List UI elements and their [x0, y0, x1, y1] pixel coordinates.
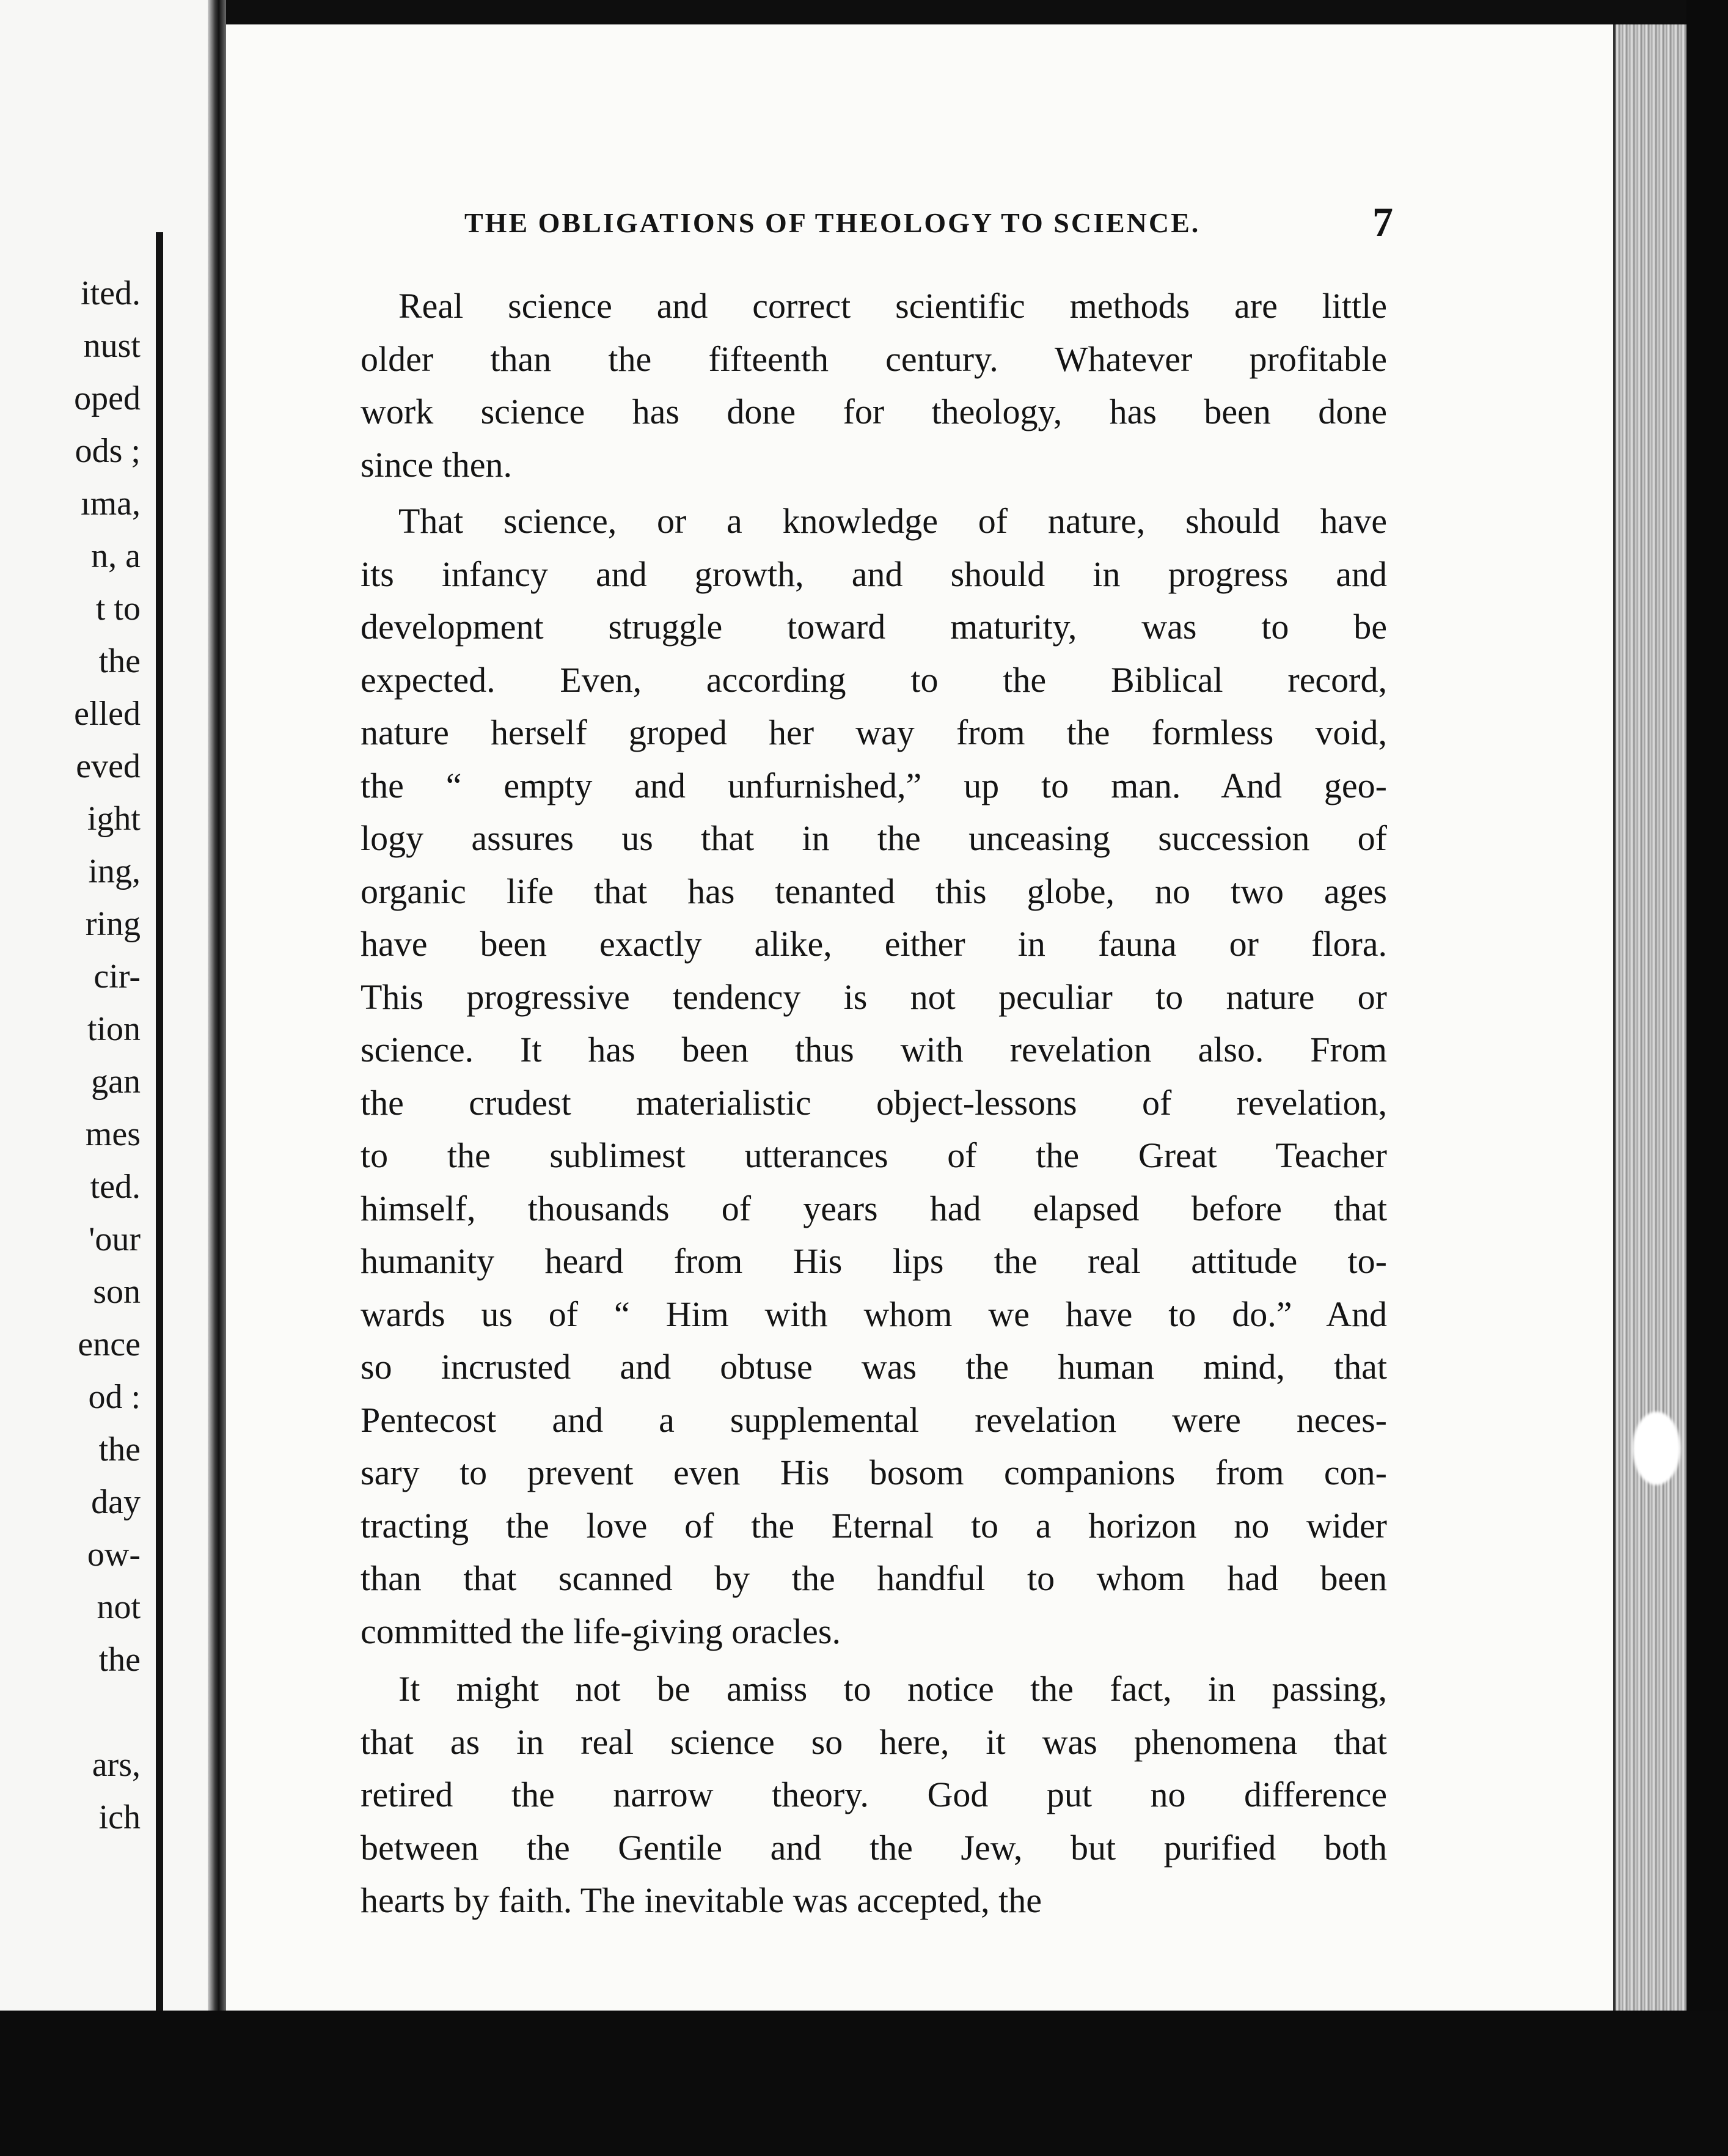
left-page-fragment: ods ;: [75, 432, 141, 470]
running-head-title: THE OBLIGATIONS OF THEOLOGY TO SCIENCE.: [464, 207, 1201, 238]
text-line: Pentecost and a supplemental revelation were neces-: [361, 1399, 1387, 1440]
text-line: That science, or a knowledge of nature, should have: [398, 501, 1387, 541]
left-page-fragment: ich: [98, 1799, 141, 1836]
text-line: logy assures us that in the unceasing succession of: [361, 818, 1387, 858]
left-page-fragment: oped: [74, 380, 141, 417]
text-line: since then.: [361, 444, 513, 485]
page-edges: [1613, 24, 1689, 2053]
paragraph: [361, 495, 1387, 1658]
text-line: between the Gentile and the Jew, but purified both: [361, 1827, 1387, 1868]
left-page-fragment: son: [93, 1273, 141, 1311]
text-line: humanity heard from His lips the real attitude to-: [361, 1241, 1387, 1281]
text-line: to the sublimest utterances of the Great Teacher: [361, 1135, 1387, 1175]
scan-border-bottom: [0, 2011, 1728, 2156]
left-page-fragment: ing,: [88, 853, 141, 890]
text-line: sary to prevent even His bosom companions from con-: [361, 1453, 1387, 1492]
left-page-fragment: ight: [87, 800, 141, 838]
left-page-fragment: ars,: [92, 1746, 141, 1784]
left-page-fragment: eved: [76, 747, 141, 785]
left-page-fragment: elled: [74, 695, 141, 733]
paper-spot: [1633, 1412, 1680, 1485]
left-page-fragment: cir-: [93, 958, 141, 996]
left-page-fragment: tion: [87, 1010, 141, 1048]
paragraph: [361, 1663, 1387, 1927]
text-line: organic life that has tenanted this globe, no two ages: [361, 871, 1387, 911]
running-head: [464, 194, 1393, 249]
left-page-fragment: ence: [78, 1326, 141, 1363]
gutter-shadow: [156, 232, 163, 2023]
text-line: This progressive tendency is not peculiar to nature or: [361, 977, 1387, 1017]
left-page-fragment: od :: [88, 1378, 141, 1416]
text-line: Real science and correct scientific methods are little: [398, 286, 1387, 326]
text-line: wards us of “ Him with whom we have to do.” And: [361, 1294, 1387, 1334]
left-page-fragment: mes: [85, 1115, 141, 1153]
body-text: [361, 280, 1387, 1927]
left-page-fragment: ring: [85, 905, 141, 943]
text-line: than that scanned by the handful to whom had been: [361, 1558, 1387, 1598]
left-page-edge: [0, 0, 208, 2011]
left-page-fragment: n, a: [91, 537, 141, 575]
left-page-fragment: t to: [95, 590, 141, 628]
left-page-fragment: nust: [83, 327, 141, 365]
text-line: development struggle toward maturity, was to be: [361, 607, 1387, 647]
text-line: hearts by faith. The inevitable was accepted, the: [361, 1880, 1042, 1920]
left-page-fragment: the: [98, 1431, 141, 1469]
text-line: committed the life-giving oracles.: [361, 1611, 841, 1651]
left-page-fragment: day: [91, 1483, 141, 1521]
text-line: so incrusted and obtuse was the human mind, that: [361, 1347, 1387, 1387]
text-line: science. It has been thus with revelation also. From: [361, 1030, 1387, 1069]
left-page-fragment: the: [98, 1641, 141, 1679]
paragraph: [361, 280, 1387, 491]
text-line: the crudest materialistic object-lessons of revelation,: [361, 1082, 1387, 1123]
page-number: 7: [1372, 199, 1393, 245]
text-line: have been exactly alike, either in fauna or flora.: [361, 924, 1387, 964]
text-line: himself, thousands of years had elapsed before that: [361, 1188, 1387, 1228]
left-page-fragment: the: [98, 642, 141, 680]
text-line: retired the narrow theory. God put no difference: [361, 1775, 1387, 1814]
left-page-fragment: ted.: [90, 1168, 141, 1206]
left-page-fragment: 'our: [89, 1220, 141, 1258]
text-line: older than the fifteenth century. Whatever profitable: [361, 339, 1387, 379]
left-page-fragment: ited.: [81, 274, 141, 312]
left-page-fragment: ow-: [87, 1536, 141, 1574]
text-line: that as in real science so here, it was phenomena that: [361, 1722, 1387, 1762]
text-line: tracting the love of the Eternal to a horizon no wider: [361, 1505, 1387, 1546]
text-line: expected. Even, according to the Biblical record,: [361, 659, 1387, 700]
text-line: work science has done for theology, has been done: [361, 392, 1387, 431]
text-line: nature herself groped her way from the formless void,: [361, 713, 1387, 752]
left-page-fragment: gan: [91, 1063, 141, 1101]
text-line: the “ empty and unfurnished,” up to man. And geo-: [361, 765, 1387, 805]
text-line: its infancy and growth, and should in progress and: [361, 554, 1387, 594]
left-page-fragment: not: [97, 1588, 141, 1626]
book-gutter: [208, 0, 226, 2011]
text-line: It might not be amiss to notice the fact, in passing,: [398, 1669, 1387, 1709]
left-page-fragment: ıma,: [81, 485, 141, 522]
scan-border-right: [1686, 0, 1728, 2156]
